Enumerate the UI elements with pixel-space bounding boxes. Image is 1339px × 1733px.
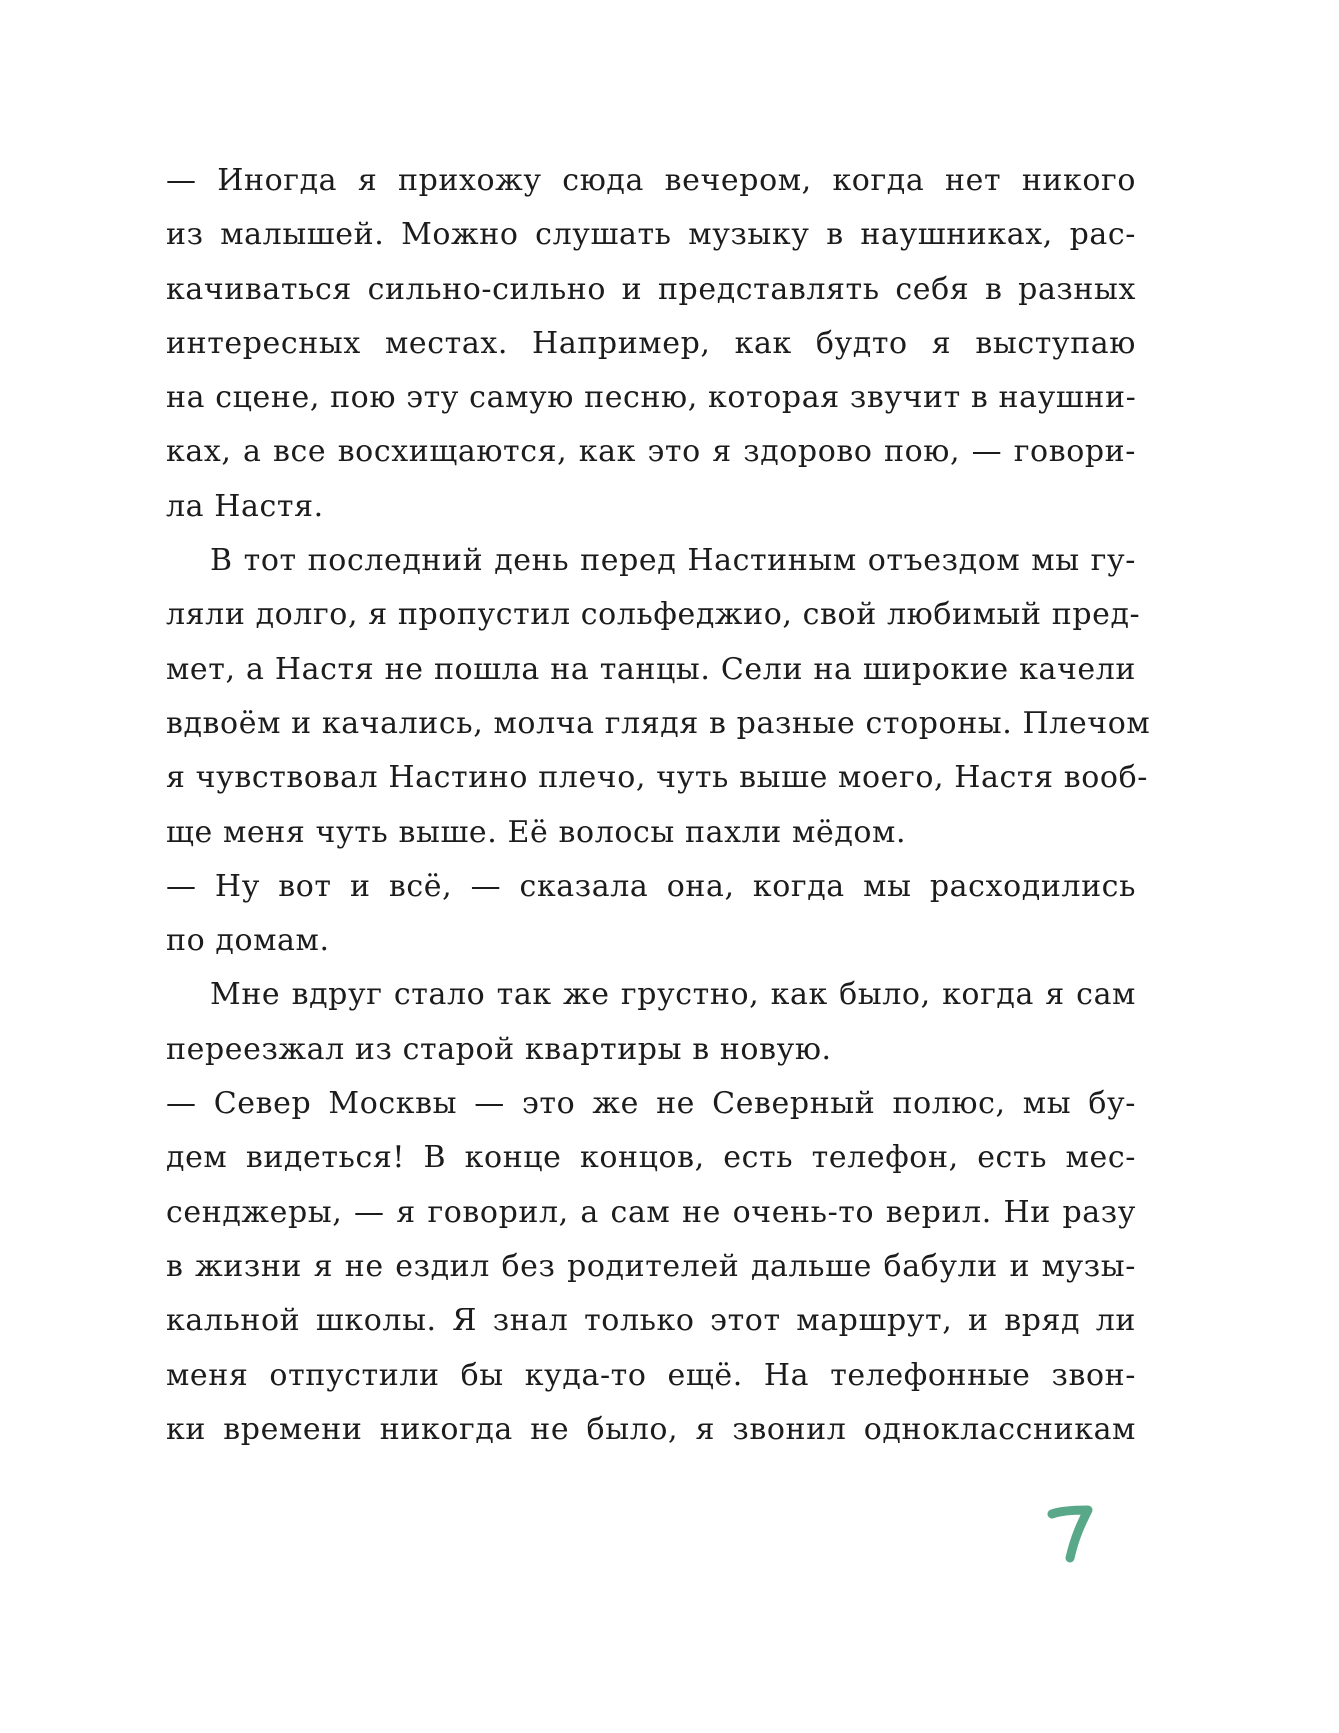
page-text — [166, 154, 1151, 1457]
text-line: сенджеры, — я говорил, а сам не очень-то верил. Ни разу — [166, 1194, 1136, 1230]
text-line: кальной школы. Я знал только этот маршрут, и вряд ли — [166, 1303, 1136, 1339]
text-line: — Ну вот и всё, — сказала она, когда мы расходились — [166, 868, 1136, 904]
text-line: я чувствовал Настино плечо, чуть выше моего, Настя вооб- — [166, 760, 1148, 796]
text-line: из малышей. Можно слушать музыку в наушниках, рас- — [166, 217, 1136, 253]
text-line: переезжал из старой квартиры в новую. — [166, 1031, 832, 1067]
text-line: Мне вдруг стало так же грустно, как было, когда я сам — [210, 977, 1136, 1013]
text-line: на сцене, пою эту самую песню, которая звучит в наушни- — [166, 380, 1137, 416]
text-line: по домам. — [166, 923, 330, 959]
text-line: В тот последний день перед Настиным отъездом мы гу- — [210, 543, 1136, 579]
text-line: ще меня чуть выше. Её волосы пахли мёдом. — [166, 814, 907, 850]
text-line: качиваться сильно-сильно и представлять себя в разных — [166, 271, 1136, 307]
text-line: ках, а все восхищаются, как это я здорово пою, — говори- — [166, 434, 1136, 470]
text-line: ла Настя. — [166, 488, 324, 524]
text-line: мет, а Настя не пошла на танцы. Сели на широкие качели — [166, 651, 1136, 687]
text-line: — Север Москвы — это же не Северный полюс, мы бу- — [166, 1086, 1136, 1122]
text-line: вдвоём и качались, молча глядя в разные стороны. Плечом — [166, 705, 1151, 741]
text-line: меня отпустили бы куда-то ещё. На телефонные звон- — [166, 1357, 1136, 1393]
text-line: ляли долго, я пропустил сольфеджио, свой любимый пред- — [166, 597, 1141, 633]
text-line: дем видеться! В конце концов, есть телефон, есть мес- — [166, 1140, 1136, 1176]
text-line: интересных местах. Например, как будто я выступаю — [166, 325, 1136, 361]
page-number-seven-glyph — [1046, 1500, 1096, 1570]
page-number — [1046, 1500, 1096, 1570]
text-line: — Иногда я прихожу сюда вечером, когда нет никого — [166, 163, 1136, 198]
text-line: в жизни я не ездил без родителей дальше бабули и музы- — [166, 1248, 1136, 1284]
text-line: ки времени никогда не было, я звонил одноклассникам — [166, 1411, 1136, 1447]
